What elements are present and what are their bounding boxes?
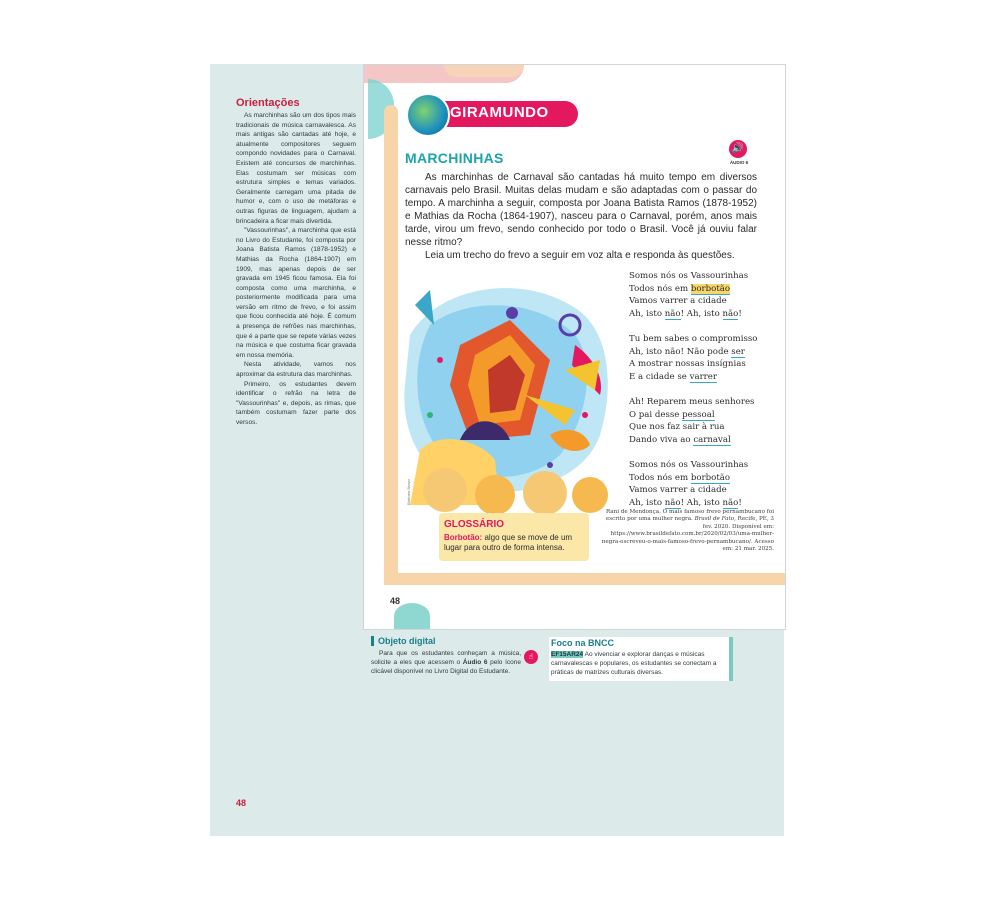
lyric-line: Somos nós os Vassourinhas <box>629 459 749 470</box>
intro-text <box>405 171 757 262</box>
frevo-illustration <box>400 265 622 515</box>
bncc-title: Foco na BNCC <box>551 638 614 648</box>
lyric-line: Tu bem sabes o compromisso <box>629 333 758 344</box>
rhyme-underline: pessoal <box>682 409 715 420</box>
lyrics-stanza <box>629 459 769 509</box>
badge-label: GIRAMUNDO <box>450 104 549 121</box>
guide-margin-column <box>210 64 363 836</box>
lyrics-stanza <box>629 270 769 320</box>
rhyme-underline: ser <box>731 346 745 357</box>
rhyme-underline: não <box>664 497 681 508</box>
lyric-text: ! <box>738 497 742 508</box>
lyric-line: Vamos varrer a cidade <box>629 296 727 307</box>
lyric-line <box>629 434 769 447</box>
lyric-text: Dando viva ao <box>629 434 694 445</box>
rhyme-underline: borbotão <box>690 472 731 483</box>
illustration-credit: Bárbara Bravo <box>406 479 411 505</box>
glossary-highlight: borbotão <box>690 283 731 294</box>
lyric-text: Ah, isto <box>629 497 665 508</box>
rhyme-underline: não <box>722 497 739 508</box>
rhyme-underline: não <box>722 308 739 319</box>
orientacoes-paragraph: Primeiro, os estudantes devem identificar o refrão na letra de "Vassourinhas" e, depois, as rimas, que também costumam fazer parte dos versos. <box>236 380 356 426</box>
objeto-text: Para que os estudantes conheçam a música, solicite a eles que acessem o <box>371 650 521 667</box>
lyric-text: Ah, isto <box>629 308 665 319</box>
credit-text: , Recife, PE, 3 fev. 2020. Disponível em: https://www.brasildefato.com.br/2020/02/03/uma-mulher-negra-escreveu-o-mais-famoso-frevo-pernambucano/. Acesso em: 21 mar. 2025. <box>601 516 774 553</box>
student-book-page <box>363 64 786 630</box>
globe-icon <box>406 93 450 137</box>
objeto-text: pelo ícone clicável disponível no Livro Digital do Estudante. <box>371 659 521 676</box>
bncc-code: EF15AR24 <box>551 651 584 658</box>
lyric-line <box>629 346 769 359</box>
rhyme-underline: carnaval <box>693 434 731 445</box>
audio-label: ÁUDIO 6 <box>729 160 749 165</box>
rhyme-underline: não <box>664 308 681 319</box>
lyric-line <box>629 497 769 510</box>
glossary-title: GLOSSÁRIO <box>444 519 505 530</box>
lyric-text: Todos nós em <box>629 472 691 483</box>
lyric-line <box>629 283 769 296</box>
orientacoes-paragraph: As marchinhas são um dos tipos mais tradicionais de música carnavalesca. As mais antigas são cantadas até hoje, e atualmente compositores seguem compondo novidades para o Carnaval. Existem até concursos de marchinhas. Elas costumam ser músicas com estrutura simples e temas variados. Geralmente carregam uma pitada de humor e, com o uso de metáforas e outras figuras de linguagem, ajudam a brincadeira a ficar mais divertida. <box>236 112 356 225</box>
source-credit <box>596 509 774 553</box>
lyric-line: Vamos varrer a cidade <box>629 485 727 496</box>
bncc-description: Ao vivenciar e explorar danças e músicas carnavalescas e populares, os estudantes se conectam a práticas de matrizes culturais diversas. <box>551 651 717 677</box>
orientacoes-paragraph: "Vassourinhas", a marchinha que está no Livro do Estudante, foi composta por Joana Batista Ramos (1878-1952) e Mathias da Rocha (1864-1907) em 1909, mas apenas depois de ser gravada em 1945 ficou famosa. Ela foi composta como uma marchinha, e posteriormente modificada para uma versão em ritmo de frevo, e foi assim que ficou conhecida até hoje. É comum a presença de refrões nas marchinhas, que é a parte que se repete várias vezes na música e que costuma ficar gravada em nossa memória. <box>236 227 356 359</box>
page-frame-bottom <box>384 573 785 585</box>
audio-icon[interactable]: 🔊 <box>729 140 747 158</box>
book-page-number: 48 <box>390 596 401 606</box>
orientacoes-title: Orientações <box>236 97 300 109</box>
audio-reference: Áudio 6 <box>462 659 488 667</box>
lyric-line: Ah! Reparem meus senhores <box>629 396 755 407</box>
bncc-text <box>551 650 726 678</box>
section-title: MARCHINHAS <box>405 150 504 166</box>
bncc-box <box>549 637 733 681</box>
glossary-term: Borbotão: <box>444 533 483 542</box>
lyrics-stanza <box>629 333 769 383</box>
lyric-line: Que nos faz sair à rua <box>629 422 725 433</box>
credit-text: Rani de Mendonça. O mais famoso frevo pernambucano foi escrito por uma mulher negra. <box>605 509 774 523</box>
lyric-line: A mostrar nossas insígnias <box>629 359 746 370</box>
page-frame-left <box>384 105 398 585</box>
intro-paragraph: Leia um trecho do frevo a seguir em voz alta e responda às questões. <box>425 250 735 261</box>
orientacoes-body <box>236 111 356 428</box>
orientacoes-paragraph: Nesta atividade, vamos nos aproximar da estrutura das marchinhas. <box>236 361 356 379</box>
lyric-text: ! <box>738 308 742 319</box>
lyric-text: ! Ah, isto <box>680 497 723 508</box>
lyric-text: Ah, isto não! Não pode <box>629 346 732 357</box>
lyric-line: Somos nós os Vassourinhas <box>629 271 749 281</box>
guide-page-number: 48 <box>236 798 247 808</box>
lyric-text: ! Ah, isto <box>680 308 723 319</box>
lyrics-block <box>629 270 769 522</box>
lyric-line <box>629 472 769 485</box>
touch-icon[interactable]: ☝ <box>524 650 538 664</box>
teacher-guide-page <box>210 64 784 836</box>
objeto-digital-box <box>371 636 545 677</box>
lyric-text: E a cidade se <box>629 371 690 382</box>
lyrics-stanza <box>629 396 769 446</box>
glossary-box <box>439 513 589 561</box>
objeto-digital-title: Objeto digital <box>371 636 545 646</box>
decorative-blob <box>394 603 430 629</box>
rhyme-underline: varrer <box>689 371 717 382</box>
lyric-line <box>629 371 769 384</box>
giramundo-badge <box>410 101 578 127</box>
lyric-line <box>629 308 769 321</box>
intro-paragraph: As marchinhas de Carnaval são cantadas há muito tempo em diversos carnavais pelo Brasil. Muitas delas mudam e são adaptadas com o passar do tempo. A marchinha a seguir, composta por Joana Batista Ramos (1878-1952) e Mathias da Rocha (1864-1907), nasceu para o Carnaval, porém, anos mais tarde, virou um frevo, sendo conhecido por todo o Brasil. Você já ouviu falar nesse ritmo? <box>405 172 757 248</box>
lyric-line <box>629 409 769 422</box>
lyric-text: O pai desse <box>629 409 683 420</box>
glossary-entry <box>444 533 586 553</box>
glossary-definition: algo que se move de um lugar para outro de forma intensa. <box>444 533 573 552</box>
lyric-text: Todos nós em <box>629 283 691 294</box>
credit-source: Brasil de Fato <box>694 516 735 523</box>
objeto-digital-text <box>371 649 521 677</box>
decorative-blob <box>444 65 524 77</box>
